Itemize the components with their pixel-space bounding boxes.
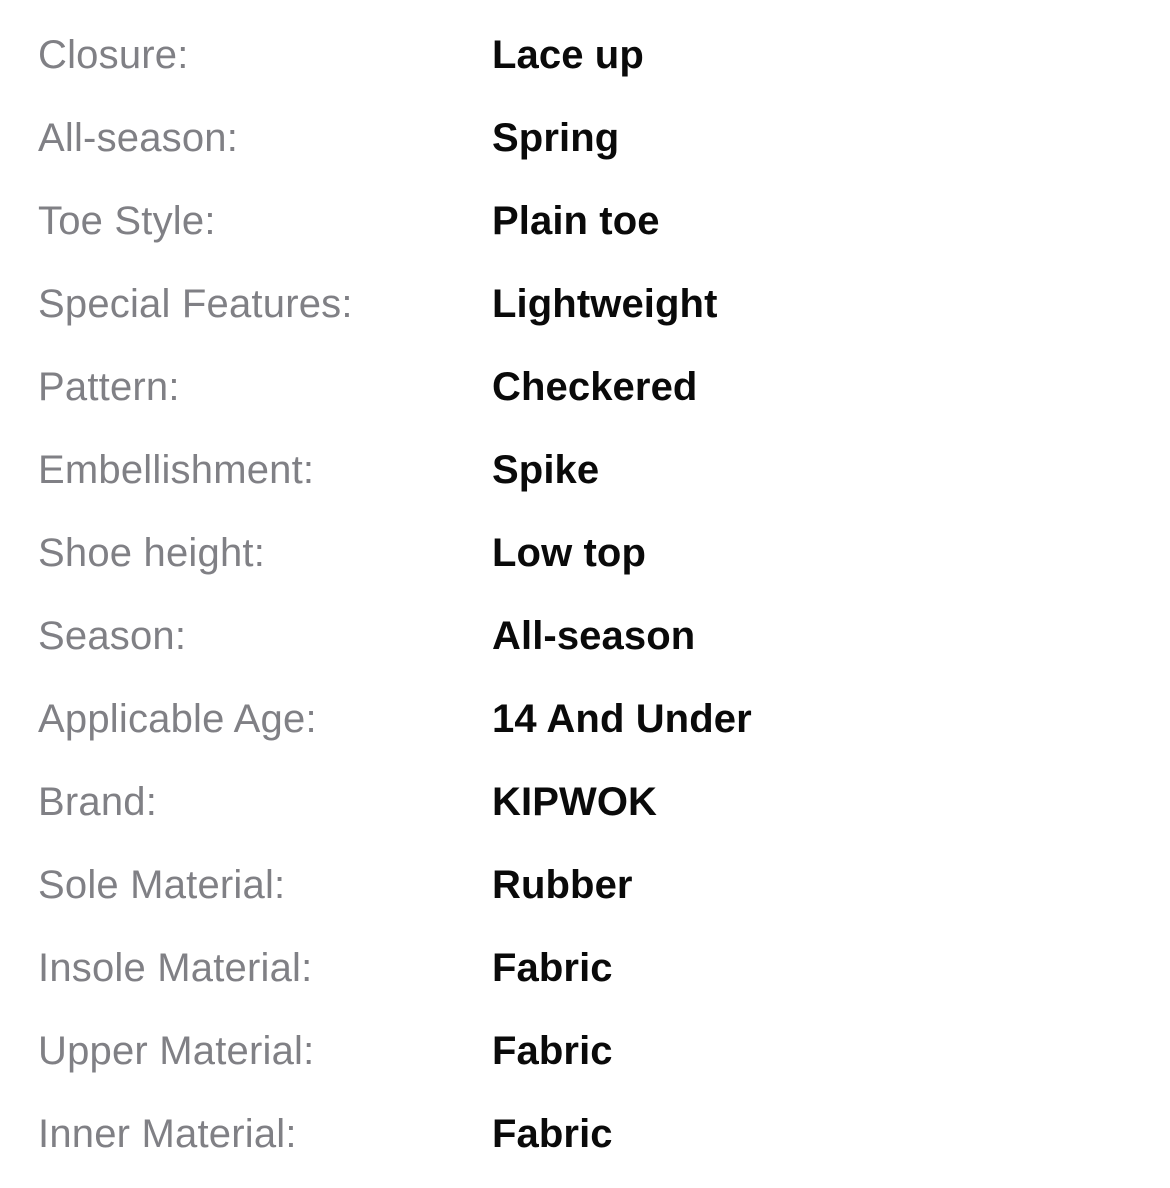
spec-value: Low top [492, 531, 646, 575]
spec-value: 14 And Under [492, 697, 752, 741]
spec-label: Shoe height: [38, 531, 266, 575]
spec-value: Fabric [492, 1029, 613, 1073]
spec-label: All-season: [38, 116, 239, 160]
spec-row [38, 761, 1140, 844]
spec-label: Closure: [38, 33, 189, 77]
spec-row [38, 97, 1140, 180]
spec-row [38, 512, 1140, 595]
spec-value: Fabric [492, 1112, 613, 1156]
spec-label: Sole Material: [38, 863, 286, 907]
spec-label: Inner Material: [38, 1112, 297, 1156]
spec-value: Spike [492, 448, 600, 492]
spec-row [38, 927, 1140, 1010]
spec-value: Rubber [492, 863, 633, 907]
spec-label: Brand: [38, 780, 158, 824]
spec-row [38, 844, 1140, 927]
spec-row [38, 346, 1140, 429]
spec-label: Season: [38, 614, 187, 658]
spec-label: Embellishment: [38, 448, 315, 492]
spec-value: Lightweight [492, 282, 718, 326]
spec-row [38, 1010, 1140, 1093]
spec-row [38, 263, 1140, 346]
spec-value: Plain toe [492, 199, 660, 243]
spec-label: Upper Material: [38, 1029, 315, 1073]
spec-row [38, 429, 1140, 512]
spec-label: Applicable Age: [38, 697, 317, 741]
spec-value: Spring [492, 116, 620, 160]
spec-label: Special Features: [38, 282, 353, 326]
spec-label: Insole Material: [38, 946, 313, 990]
spec-row [38, 678, 1140, 761]
spec-row [38, 14, 1140, 97]
spec-value: All-season [492, 614, 696, 658]
spec-label: Pattern: [38, 365, 180, 409]
spec-value: Lace up [492, 33, 644, 77]
spec-value: KIPWOK [492, 780, 658, 824]
spec-value: Fabric [492, 946, 613, 990]
spec-value: Checkered [492, 365, 698, 409]
spec-label: Toe Style: [38, 199, 216, 243]
spec-row [38, 1093, 1140, 1176]
spec-row [38, 595, 1140, 678]
spec-row [38, 180, 1140, 263]
